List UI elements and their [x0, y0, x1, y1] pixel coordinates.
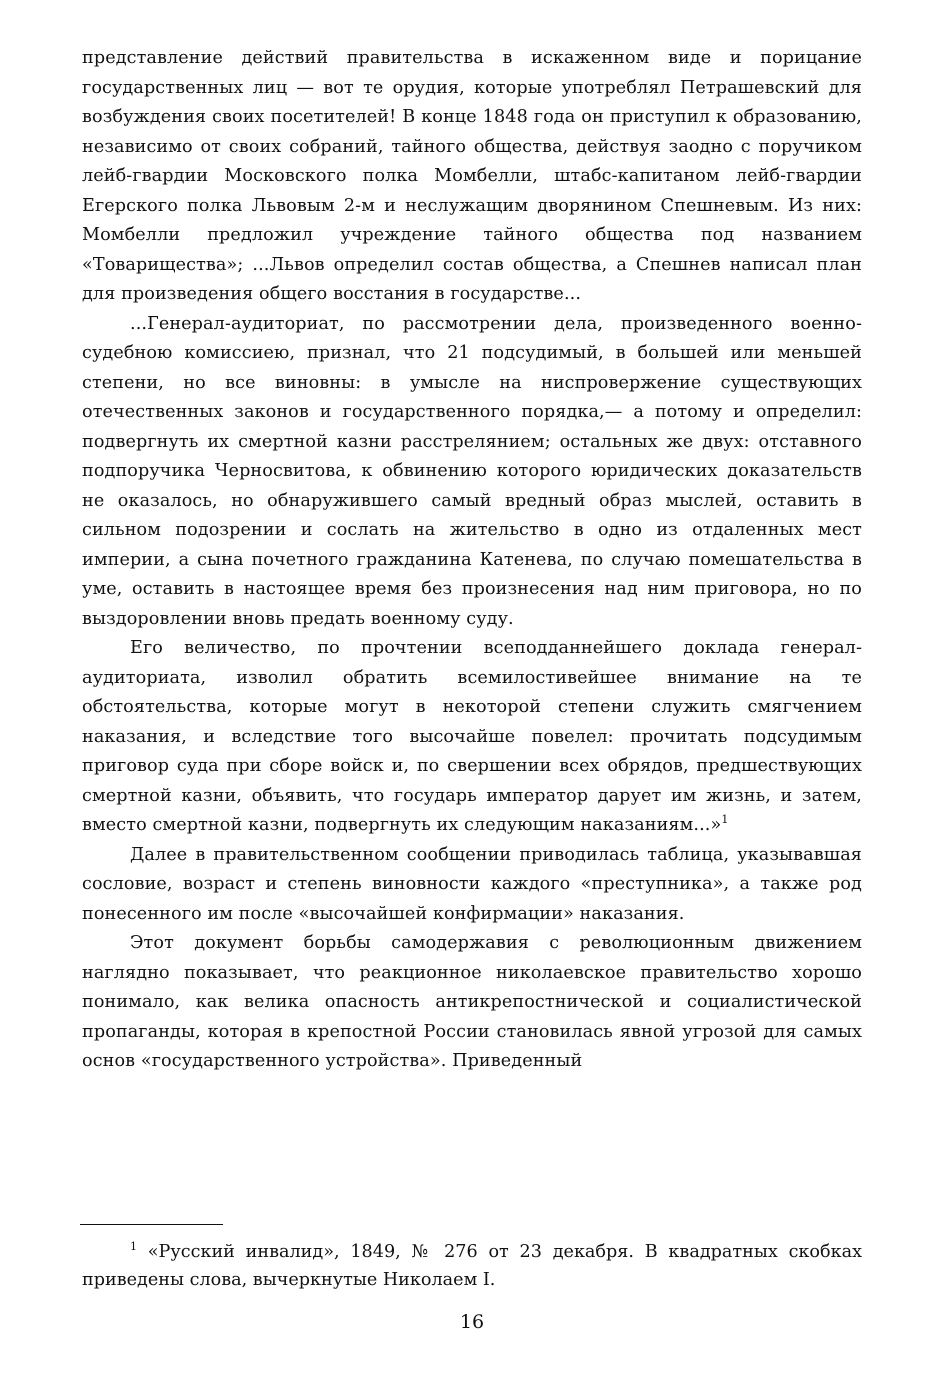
- paragraph-3-text: Его величество, по прочтении всеподданнейшего доклада генерал-аудиториата, изволил обратить всемилостивейшее внимание на те обстоятельства, которые могут в некоторой степени служить смягчением наказания, и вследствие того высочайше повелел: прочитать подсудимым приговор суда при сборе войск и, по свершении всех обрядов, предшествующих смертной казни, объявить, что государь император дарует им жизнь, и затем, вместо смертной казни, подвергнуть их следующим наказаниям...»: [82, 638, 862, 835]
- footnote: [82, 1238, 862, 1294]
- footnote-reference: 1: [721, 813, 729, 827]
- footnote-text: «Русский инвалид», 1849, № 276 от 23 декабря. В квадратных скобках приведены слова, вычеркнутые Николаем I.: [82, 1242, 863, 1290]
- footnote-divider: [80, 1224, 223, 1225]
- paragraph-2: ...Генерал-аудиториат, по рассмотрении дела, произведенного военно-судебною комиссиею, признал, что 21 подсудимый, в большей или меньшей степени, но все виновны: в умысле на ниспровержение существующих отечественных законов и государственного порядка,— а потому и определил: подвергнуть их смертной казни расстрелянием; остальных же двух: отставного подпоручика Черносвитова, к обвинению которого юридических доказательств не оказалось, но обнаружившего самый вредный образ мыслей, оставить в сильном подозрении и сослать на жительство в одно из отдаленных мест империи, а сына почетного гражданина Катенева, по случаю помешательства в уме, оставить в настоящее время без произнесения над ним приговора, но по выздоровлении вновь предать военному суду.: [82, 313, 862, 629]
- footnote-mark: 1: [130, 1240, 137, 1254]
- paragraph-1: представление действий правительства в искаженном виде и порицание государственных лиц — вот те орудия, которые употреблял Петрашевский для возбуждения своих посетителей! В конце 1848 года он приступил к образованию, независимо от своих собраний, тайного общества, действуя заодно с поручиком лейб-гвардии Московского полка Момбелли, штабс-капитаном лейб-гвардии Егерского полка Львовым 2-м и неслужащим дворянином Спешневым. Из них: Момбелли предложил учреждение тайного общества под названием «Товарищества»; ...Львов определил состав общества, а Спешнев написал план для произведения общего восстания в государстве...: [82, 48, 862, 304]
- paragraph-5: Этот документ борьбы самодержавия с революционным движением наглядно показывает, что реакционное николаевское правительство хорошо понимало, как велика опасность антикрепостнической и социалистической пропаганды, которая в крепостной России становилась явной угрозой для самых основ «государственного устройства». Приведенный: [82, 933, 862, 1071]
- paragraph-3: [82, 634, 862, 841]
- document-body: [82, 44, 862, 1077]
- page-number: 16: [459, 1311, 485, 1333]
- paragraph-4: Далее в правительственном сообщении приводилась таблица, указывавшая сословие, возраст и степень виновности каждого «преступника», а также род понесенного им после «высочайшей конфирмации» наказания.: [82, 844, 862, 924]
